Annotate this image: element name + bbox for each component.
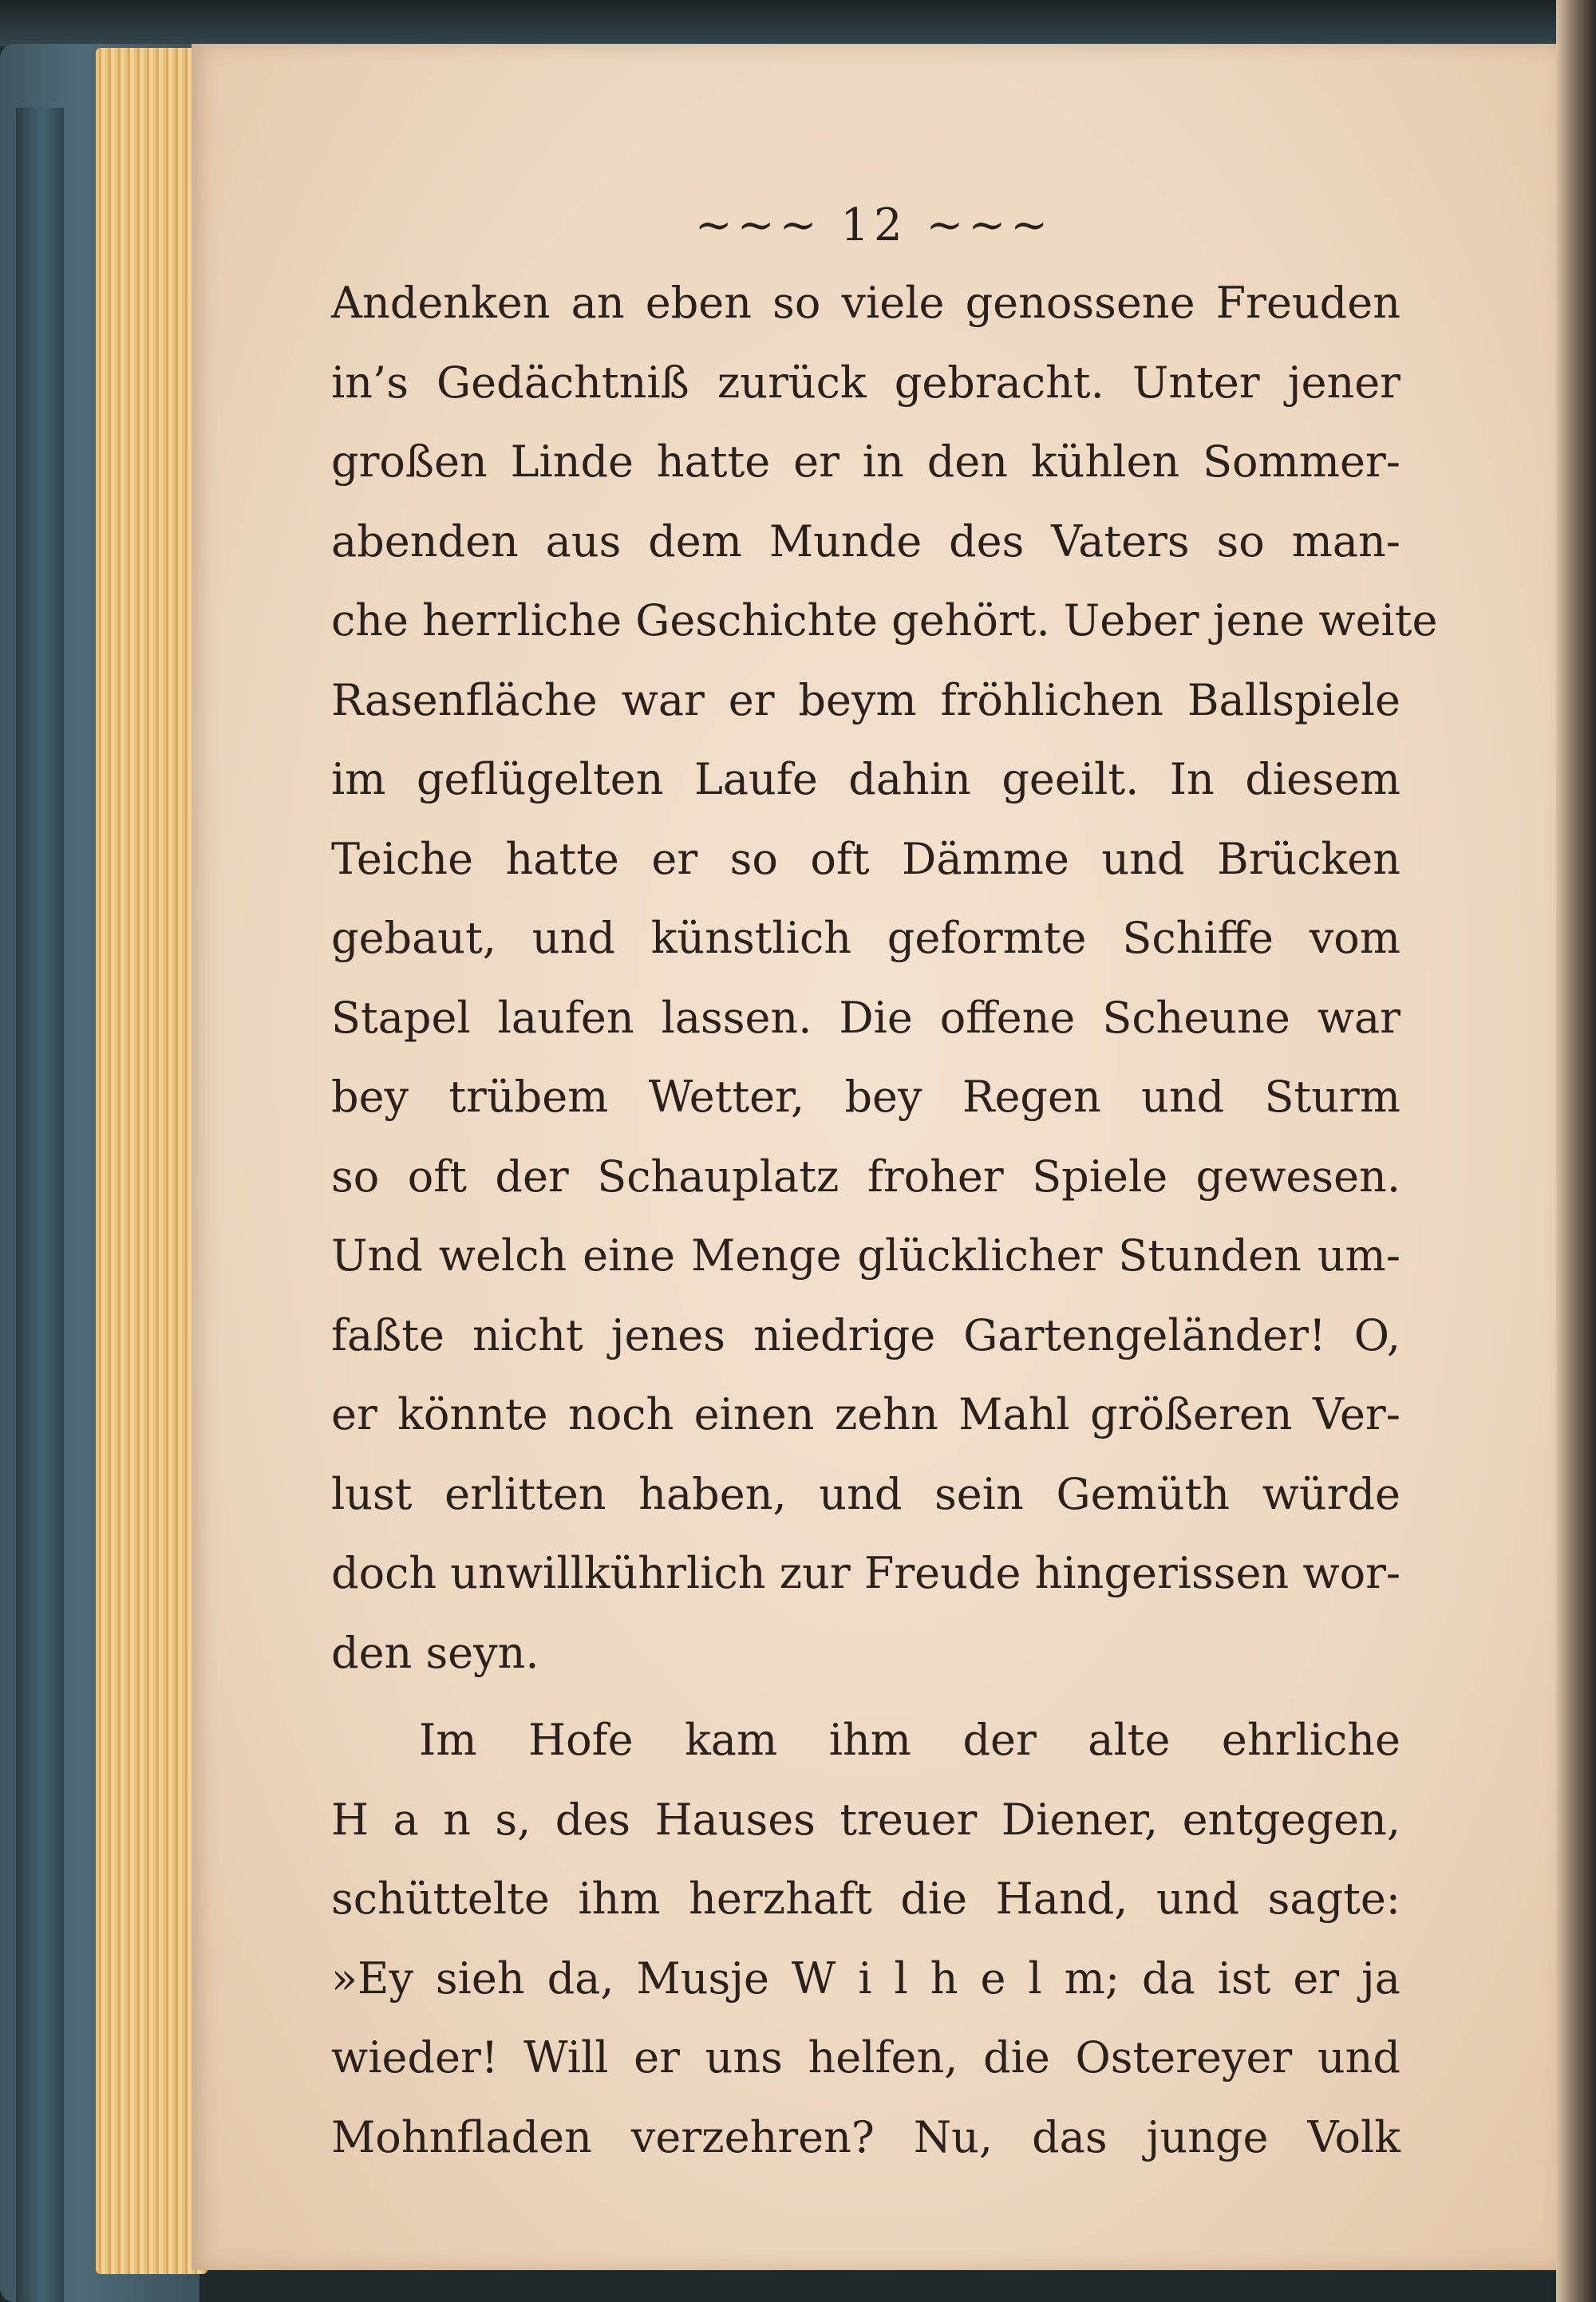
text-line: im geflügelten Laufe dahin geeilt. In diesem xyxy=(331,754,1400,804)
text-line: er könnte noch einen zehn Mahl größeren Ver- xyxy=(331,1389,1400,1439)
background-strip xyxy=(0,0,1596,46)
ornament-right: ~~~ xyxy=(926,199,1053,251)
text-line: che herrliche Geschichte gehört. Ueber jene weite xyxy=(331,595,1438,646)
cover-binding xyxy=(16,108,64,2302)
text-line: Stapel laufen lassen. Die offene Scheune war xyxy=(331,992,1400,1043)
text-line: schüttelte ihm herzhaft die Hand, und sagte: xyxy=(331,1874,1400,1924)
text-line: H a n s, des Hauses treuer Diener, entgegen, xyxy=(331,1794,1400,1845)
ornament-left: ~~~ xyxy=(694,199,822,251)
text-line: Rasenfläche war er beym fröhlichen Ballspiele xyxy=(331,674,1400,725)
text-line: »Ey sieh da, Musje W i l h e l m; da ist er ja xyxy=(331,1953,1400,2004)
text-line: bey trübem Wetter, bey Regen und Sturm xyxy=(331,1072,1400,1122)
page-number: 12 xyxy=(840,199,907,251)
text-line: in’s Gedächtniß zurück gebracht. Unter jener xyxy=(331,357,1400,408)
gutter-edge xyxy=(1556,0,1596,2302)
text-line: den seyn. xyxy=(331,1627,539,1678)
paragraph-1 xyxy=(331,263,1438,1692)
paragraph-2 xyxy=(331,1700,1400,2177)
book-page xyxy=(192,44,1556,2270)
text-line: lust erlitten haben, und sein Gemüth würde xyxy=(331,1468,1400,1519)
page-header xyxy=(192,199,1556,251)
text-line: Teiche hatte er so oft Dämme und Brücken xyxy=(331,833,1400,884)
body-text xyxy=(331,263,1438,2177)
text-line: faßte nicht jenes niedrige Gartengeländer! O, xyxy=(331,1309,1400,1360)
text-line: gebaut, und künstlich geformte Schiffe vom xyxy=(331,913,1400,963)
text-line: Im Hofe kam ihm der alte ehrliche xyxy=(419,1715,1400,1765)
text-line: großen Linde hatte er in den kühlen Sommer- xyxy=(331,436,1400,487)
text-line: doch unwillkührlich zur Freude hingerissen wor- xyxy=(331,1548,1401,1598)
text-line: Und welch eine Menge glücklicher Stunden um- xyxy=(331,1230,1400,1281)
page-edges xyxy=(96,48,207,2274)
text-line: abenden aus dem Munde des Vaters so man- xyxy=(331,515,1400,567)
text-line: Mohnfladen verzehren? Nu, das junge Volk xyxy=(331,2111,1400,2162)
text-line: so oft der Schauplatz froher Spiele gewesen. xyxy=(331,1151,1400,1202)
text-line: Andenken an eben so viele genossene Freuden xyxy=(331,278,1400,328)
text-line: wieder! Will er uns helfen, die Ostereyer und xyxy=(331,2032,1400,2083)
